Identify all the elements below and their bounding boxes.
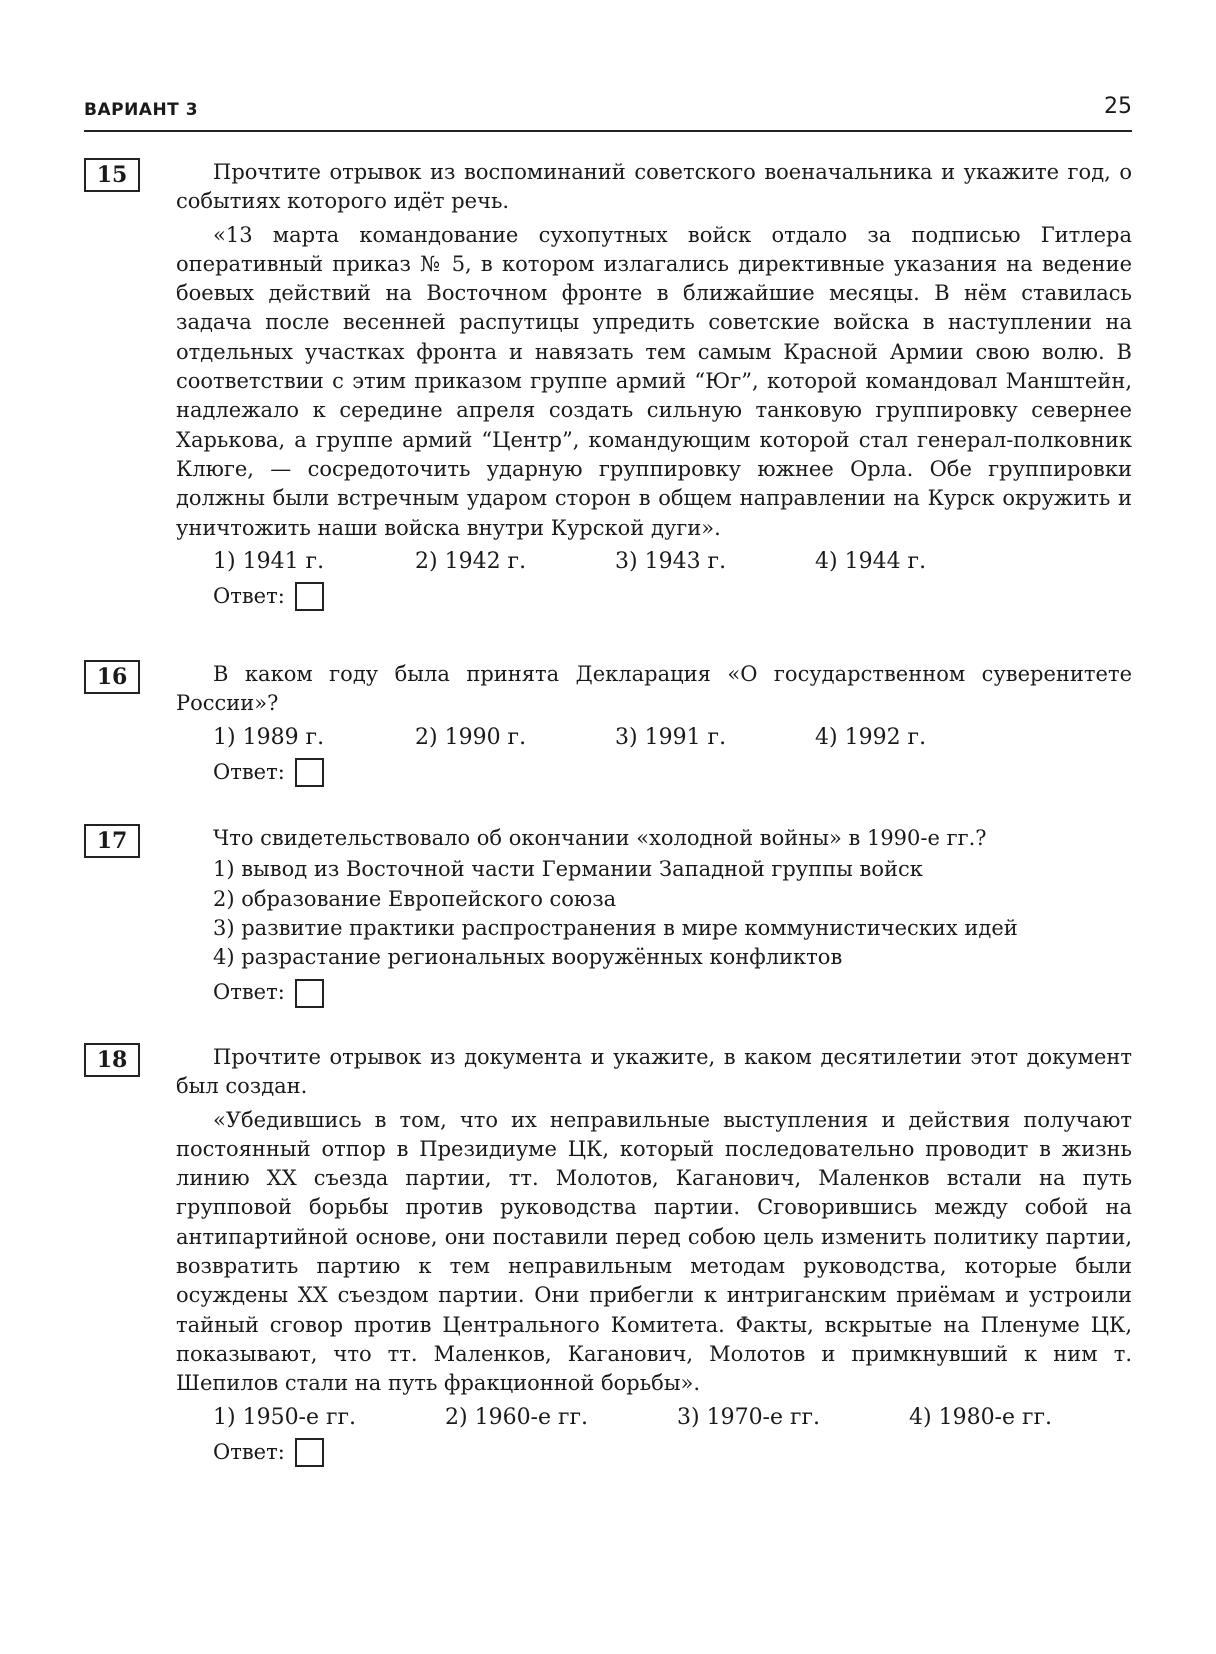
answer-box[interactable] xyxy=(295,582,324,611)
answer-row xyxy=(176,1438,1132,1467)
answer-label: Ответ: xyxy=(213,584,285,609)
option-4: 4) 1944 г. xyxy=(815,548,927,574)
answer-row xyxy=(176,758,1132,787)
answer-label: Ответ: xyxy=(213,1439,285,1464)
document-excerpt: «Убедившись в том, что их неправильные выступления и действия получают постоянный отпор в Президиуме ЦК, который последовательно проводит в жизнь линию XX съезда партии, тт. Молотов, Каганович, Маленков встали на путь групповой борьбы против руководства партии. Сговорившись между собой на антипартийной основе, они поставили перед собою цель изменить политику партии, возвратить партию к тем неправильным методам руководства, которые были осуждены XX съездом партии. Они прибегли к интриганским приёмам и устроили тайный сговор против Центрального Комитета. Факты, вскрытые на Пленуме ЦК, показывают, что тт. Маленков, Каганович, Молотов и примкнувший к ним т. Шепилов стали на путь фракционной борьбы». xyxy=(176,1107,1132,1396)
options-row xyxy=(176,547,1132,576)
option-4: 4) 1992 г. xyxy=(815,724,927,750)
option-3: 3) 1991 г. xyxy=(615,724,727,750)
options-row xyxy=(176,723,1132,752)
options-list xyxy=(176,855,1132,972)
header-divider xyxy=(84,130,1132,132)
option-2: 2) 1990 г. xyxy=(415,724,527,750)
task-number: 15 xyxy=(84,158,140,192)
answer-label: Ответ: xyxy=(213,980,285,1005)
option-4: 4) 1980-е гг. xyxy=(909,1404,1053,1430)
option-2: 2) 1942 г. xyxy=(415,548,527,574)
task-number: 18 xyxy=(84,1043,140,1077)
document-excerpt: «13 марта командование сухопутных войск отдало за подписью Гитлера оперативный приказ № 5, в котором излагались директивные указания на ведение боевых действий на Восточном фронте в ближайшие месяцы. В нём ставилась задача после весенней распутицы упредить советские войска в наступлении на отдельных участках фронта и навязать тем самым Красной Армии свою волю. В соответствии с этим приказом группе армий “Юг”, которой командовал Манштейн, надлежало к середине апреля создать сильную танковую группировку севернее Харькова, а группе армий “Центр”, командующим которой стал генерал-полковник Клюге, — сосредоточить ударную группировку южнее Орла. Обе группировки должны были встречным ударом сторон в общем направлении на Курск окружить и уничтожить наши войска внутри Курской дуги». xyxy=(176,222,1132,540)
option-3: 3) развитие практики распространения в мире коммунистических идей xyxy=(213,915,1018,940)
answer-row xyxy=(176,978,1132,1007)
answer-row xyxy=(176,582,1132,611)
question-text: Прочтите отрывок из воспоминаний советского военачальника и укажите год, о событиях которого идёт речь. xyxy=(176,160,1132,214)
option-3: 3) 1943 г. xyxy=(615,548,727,574)
task-number: 16 xyxy=(84,660,140,694)
task-15 xyxy=(84,158,1132,611)
option-1: 1) 1941 г. xyxy=(213,548,325,574)
answer-box[interactable] xyxy=(295,1438,324,1467)
options-row xyxy=(176,1403,1132,1432)
option-4: 4) разрастание региональных вооружённых конфликтов xyxy=(213,945,843,970)
task-17 xyxy=(84,824,1132,1008)
answer-box[interactable] xyxy=(295,979,324,1008)
question-text: В каком году была принята Декларация «О государственном суверенитете России»? xyxy=(176,662,1132,716)
question-text: Прочтите отрывок из документа и укажите, в каком десятилетии этот документ был создан. xyxy=(176,1045,1132,1099)
question-text: Что свидетельствовало об окончании «холодной войны» в 1990-е гг.? xyxy=(213,826,987,850)
option-2: 2) образование Европейского союза xyxy=(213,886,617,911)
option-3: 3) 1970-е гг. xyxy=(677,1404,821,1430)
variant-label: ВАРИАНТ 3 xyxy=(84,100,199,120)
task-16 xyxy=(84,660,1132,787)
task-18 xyxy=(84,1043,1132,1467)
answer-label: Ответ: xyxy=(213,759,285,784)
option-1: 1) вывод из Восточной части Германии Западной группы войск xyxy=(213,857,923,882)
option-2: 2) 1960-е гг. xyxy=(445,1404,589,1430)
page-number: 25 xyxy=(1104,94,1132,119)
answer-box[interactable] xyxy=(295,758,324,787)
task-number: 17 xyxy=(84,824,140,858)
option-1: 1) 1989 г. xyxy=(213,724,325,750)
option-1: 1) 1950-е гг. xyxy=(213,1404,357,1430)
